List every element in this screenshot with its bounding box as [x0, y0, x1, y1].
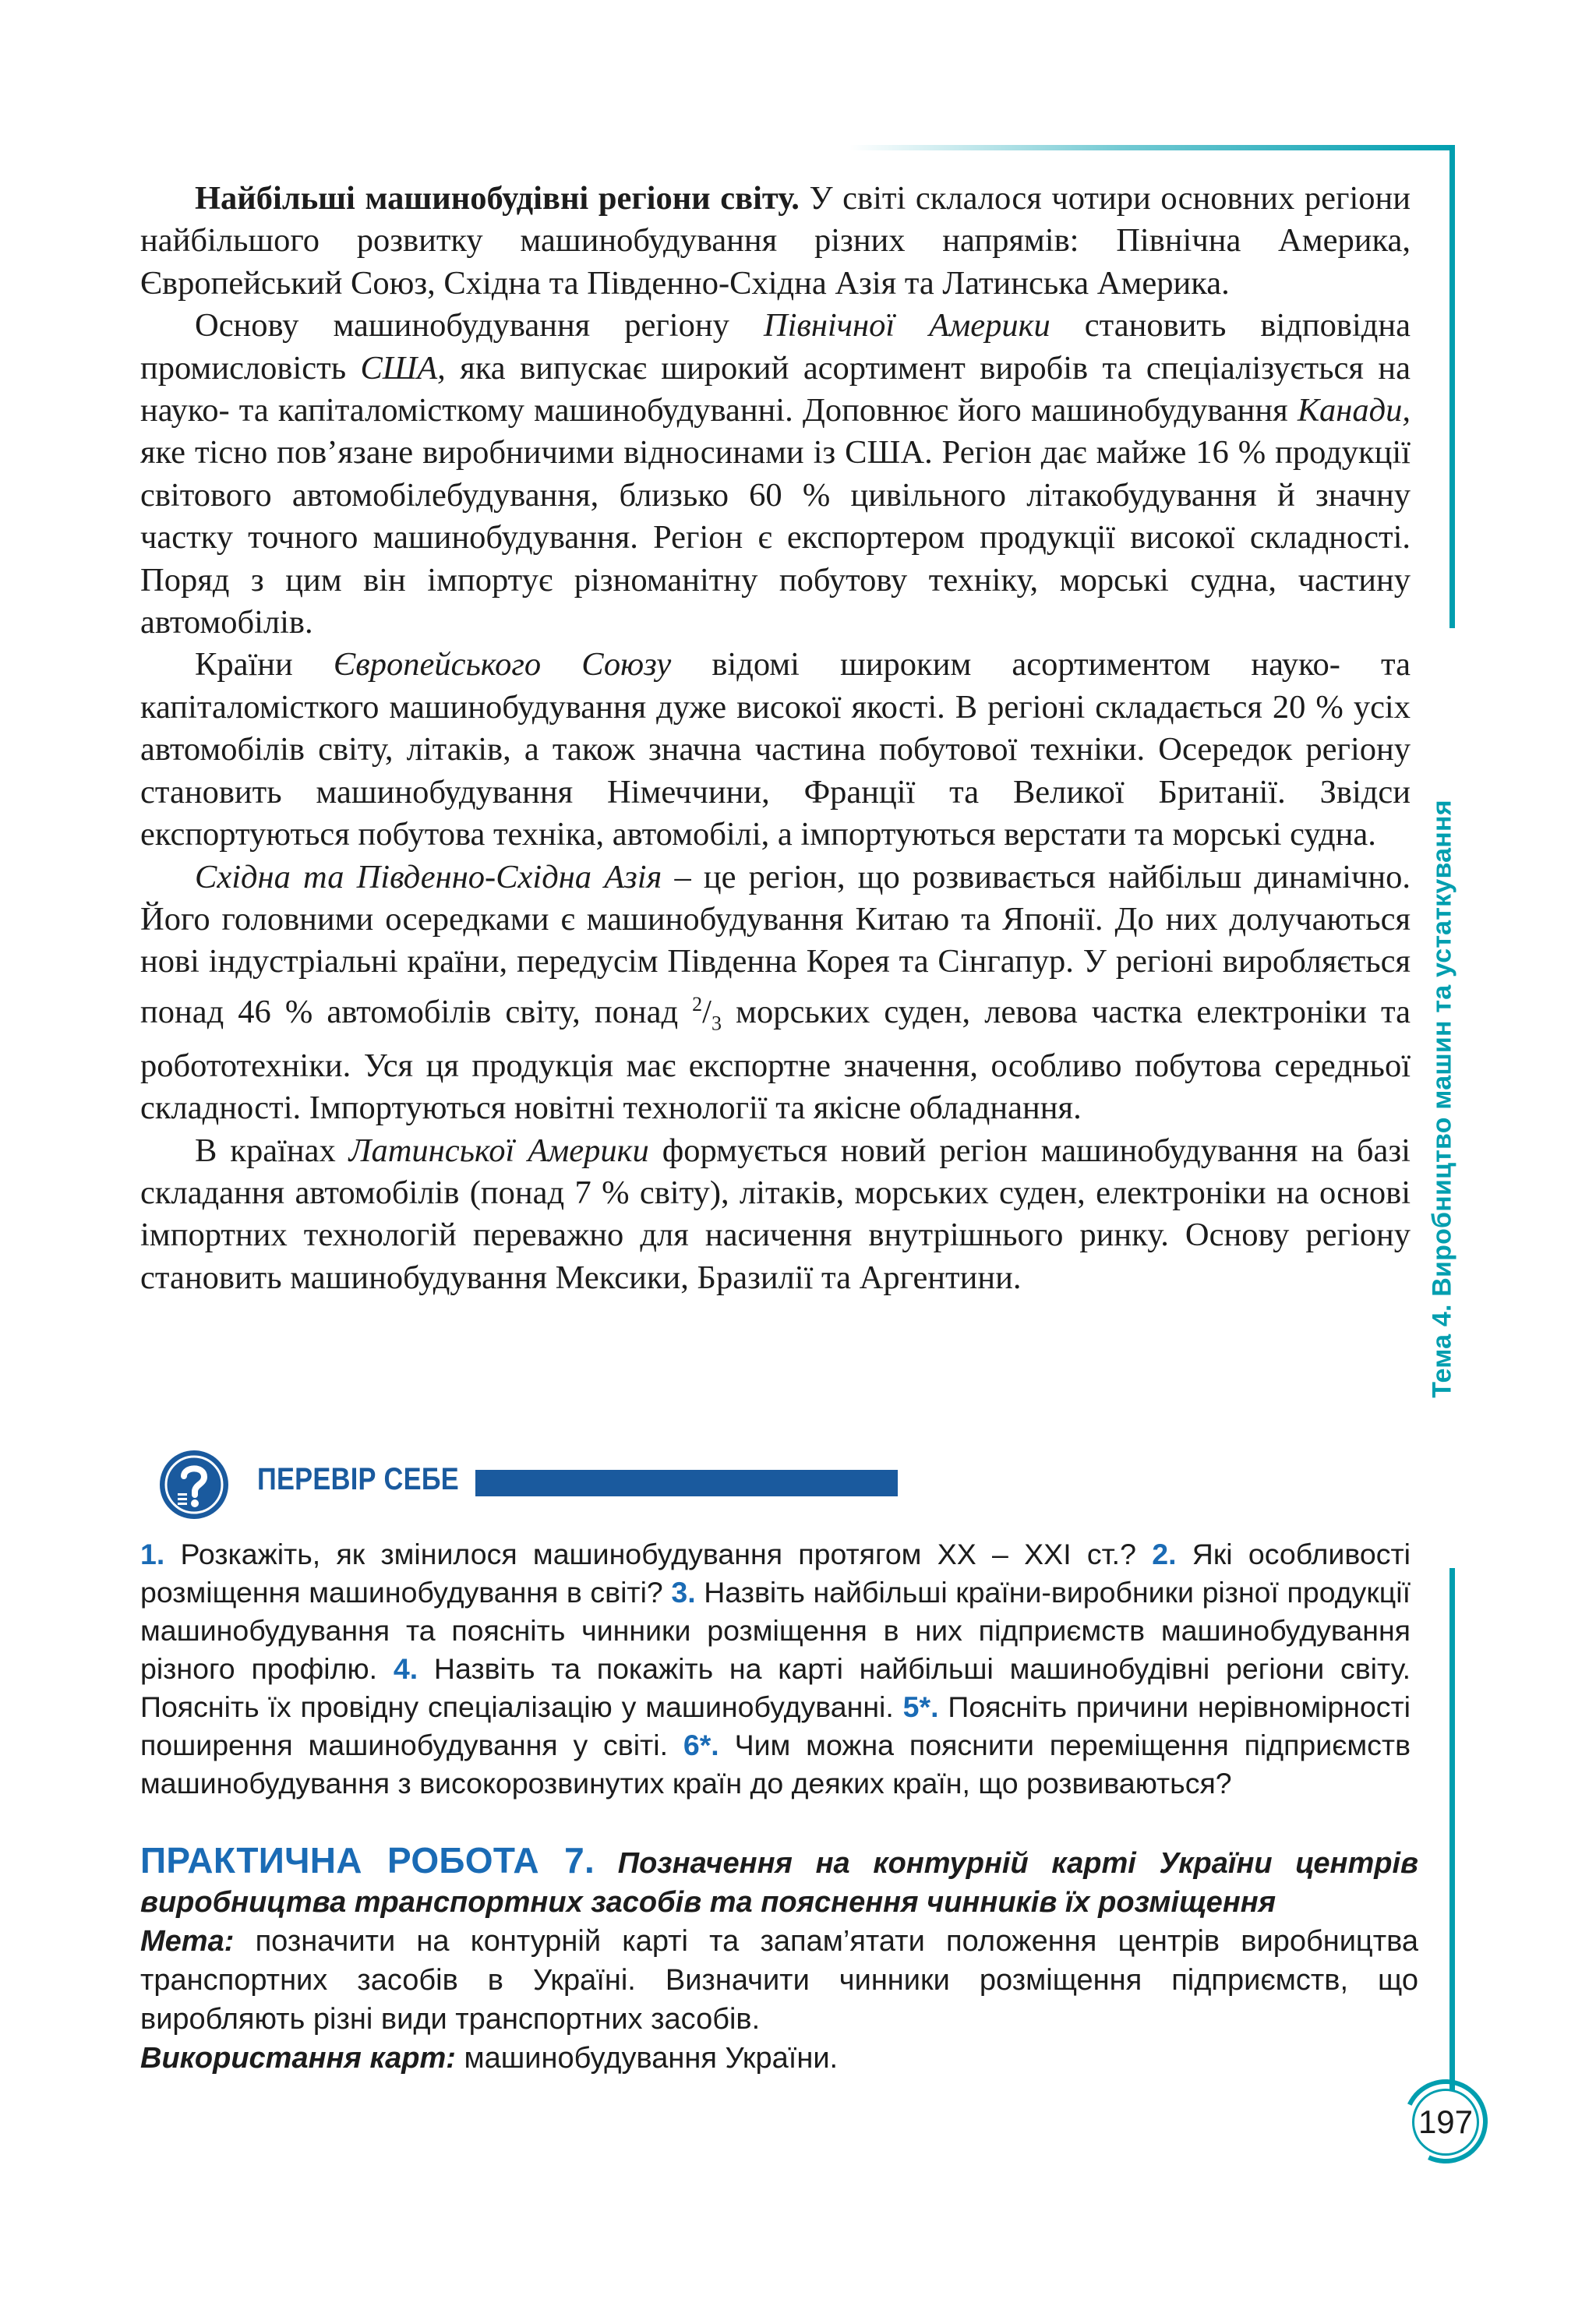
check-yourself-label: ПЕРЕВІР СЕБЕ: [257, 1462, 460, 1496]
question-text: Поясніть причини нерівномірності поширення машинобудування у світі.: [140, 1690, 1411, 1761]
fraction-denominator: 3: [711, 1012, 722, 1035]
italic-term: Латинської Америки: [348, 1132, 649, 1169]
italic-term: Північної Америки: [763, 307, 1050, 344]
question-text: Розкажіть, як змінилося машинобудування протягом ХХ – ХХІ ст.?: [164, 1538, 1153, 1570]
practical-title: [140, 1841, 1418, 1922]
maps-text: машинобудування України.: [455, 2042, 839, 2075]
question-number: 1.: [140, 1538, 165, 1570]
italic-term: Європейського Союзу: [333, 646, 672, 683]
text-run: В країнах: [195, 1132, 349, 1169]
side-rule-bottom: [1449, 1568, 1455, 2137]
question-mark-icon: [157, 1448, 231, 1521]
paragraph-eu: [140, 644, 1411, 856]
text-run: – це регіон, що розвивається найбільш динамічно. Його головними осередками є машинобудування Китаю та Японії. До них долучаються нові індустріальні країни, передусім Південна Корея та Сінгапур. У регіоні виробляється понад 46 % автомобілів світу, понад: [140, 858, 1411, 1030]
main-text: [140, 178, 1411, 1299]
text-run: становить відповідна промисловість: [140, 307, 1411, 387]
fraction-numerator: 2: [692, 992, 703, 1015]
goal-label: Мета:: [140, 1925, 235, 1958]
italic-term: Східна та Південно-Східна Азія: [195, 858, 662, 895]
question-number: 3.: [671, 1576, 696, 1609]
italic-term: США,: [360, 349, 446, 387]
side-rule-top: [1449, 145, 1455, 628]
question-text: Які особливості розміщення машинобудування в світі?: [140, 1538, 1411, 1609]
question-text: Чим можна пояснити переміщення підприємств машинобудування з високорозвинутих країн до деяких країн, що розвиваються?: [140, 1729, 1411, 1800]
text-run: Основу машинобудування регіону: [195, 307, 764, 344]
top-gradient-rule: [849, 145, 1454, 150]
text-run: У світі склалося чотири основних регіони найбільшого розвитку машинобудування різних напрямів: Північна Америка, Європейський Союз, Східна та Південно-Східна Азія та Латинська Америка.: [140, 180, 1411, 302]
italic-term: Канади,: [1297, 392, 1411, 429]
paragraph-regions: [140, 178, 1411, 305]
review-questions: [140, 1535, 1411, 1803]
question-number: 5*.: [902, 1690, 939, 1723]
question-text: Назвіть та покажіть на карті найбільші машинобудівні регіони світу. Поясніть їх провідну спеціалізацію у машинобудуванні.: [140, 1652, 1411, 1723]
check-yourself-bar: [475, 1470, 898, 1496]
goal-text: позначити на контурній карті та запам’ятати положення центрів виробництва транспортних засобів в Україні. Визначити чинники розміщення підприємств, що виробляють різні види транспортних засобів.: [140, 1925, 1418, 2036]
question-number: 6*.: [683, 1729, 719, 1761]
check-yourself-header: [142, 1448, 765, 1523]
question-number: 4.: [393, 1652, 418, 1685]
practical-title-text: Позначення на контурній карті України центрів виробництва транспортних засобів та пояснення чинників їх розміщення: [140, 1847, 1418, 1919]
side-caption-text: Тема 4. Виробництво машин та устаткування: [1427, 800, 1457, 1398]
page-number: 197: [1412, 2089, 1479, 2156]
question-text: Назвіть найбільші країни-виробники різної продукції машинобудування та поясніть чинники розміщення в них підприємств машинобудування різного профілю.: [140, 1576, 1411, 1685]
side-topic-caption: [1407, 779, 1478, 1418]
paragraph-heading: Найбільші машинобудівні регіони світу.: [195, 180, 800, 217]
paragraph-latin-america: [140, 1130, 1411, 1300]
fraction-slash: /: [702, 993, 711, 1030]
paragraph-asia: [140, 857, 1411, 1130]
question-number: 2.: [1152, 1538, 1177, 1570]
text-run: Країни: [195, 646, 334, 683]
practical-title-number: ПРАКТИЧНА РОБОТА 7.: [140, 1840, 595, 1881]
text-run: яка випускає широкий асортимент виробів та спеціалізується на науко- та капіталомісткому машинобудуванні. Доповнює його машинобудування: [140, 349, 1411, 429]
text-run: відомі широким асортиментом науко- та капіталомісткого машинобудування дуже високої якості. В регіоні складається 20 % усіх автомобілів світу, літаків, а також значна частина побутової техніки. Осередок регіону становить машинобудування Німеччини, Франції та Великої Британії. Звідси експортуються побутова техніка, автомобілі, а імпортуються верстати та морські судна.: [140, 646, 1411, 853]
text-run: морських суден, левова частка електроніки та робототехніки. Уся ця продукція має експортне значення, особливо побутова середньої складності. Імпортуються новітні технології та якісне обладнання.: [140, 993, 1411, 1127]
text-run: яке тісно пов’язане виробничими відносинами із США. Регіон дає майже 16 % продукції світового автомобілебудування, близько 60 % цивільного літакобудування й значну частку точного машинобудування. Регіон є експортером продукції високої складності. Поряд з цим він імпортує різноманітну побутову техніку, морські судна, частину автомобілів.: [140, 434, 1411, 641]
practical-goal: [140, 1922, 1418, 2039]
paragraph-north-america: [140, 305, 1411, 644]
practical-work: [140, 1841, 1418, 2078]
maps-label: Використання карт:: [140, 2042, 456, 2075]
practical-maps: [140, 2039, 1418, 2078]
text-run: формується новий регіон машинобудування на базі складання автомобілів (понад 7 % світу), літаків, морських суден, електроніки на основі імпортних технологій переважно для насичення внутрішнього ринку. Основу регіону становить машинобудування Мексики, Бразилії та Аргентини.: [140, 1132, 1411, 1296]
